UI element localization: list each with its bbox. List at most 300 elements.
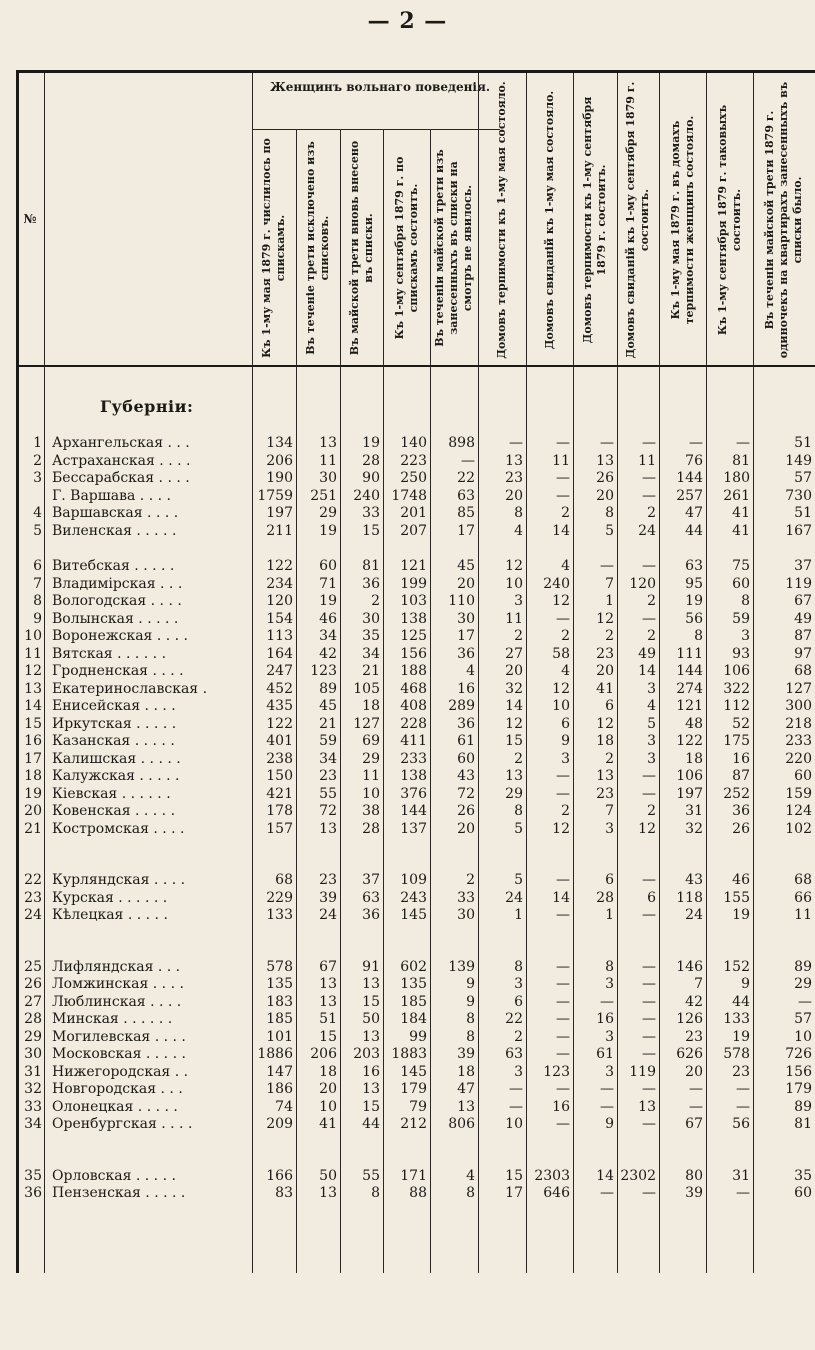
cell-col-12: 124 bbox=[785, 803, 812, 819]
cell-col-12: 89 bbox=[794, 958, 812, 975]
cell-col-6: 13 bbox=[505, 768, 523, 784]
cell-col-9: 14 bbox=[638, 663, 656, 679]
row-number: 27 bbox=[24, 993, 42, 1010]
cell-col-12: 57 bbox=[794, 470, 812, 486]
column-header-11 bbox=[706, 77, 753, 363]
cell-col-11: 16 bbox=[732, 750, 750, 767]
cell-col-8: 1 bbox=[605, 907, 614, 923]
row-number: 13 bbox=[24, 680, 42, 697]
cell-col-10: 48 bbox=[685, 715, 703, 732]
cell-col-1: 183 bbox=[266, 993, 293, 1010]
cell-col-10: 44 bbox=[685, 522, 703, 539]
table-row bbox=[16, 733, 815, 750]
cell-col-12: 220 bbox=[785, 750, 812, 767]
cell-col-8: — bbox=[600, 558, 614, 574]
cell-col-2: 42 bbox=[319, 645, 337, 662]
cell-col-10: 63 bbox=[685, 558, 703, 574]
column-header-3 bbox=[340, 133, 383, 363]
cell-col-2: 20 bbox=[319, 1081, 337, 1097]
cell-col-5: 4 bbox=[466, 663, 475, 679]
cell-col-5: 36 bbox=[457, 645, 475, 662]
cell-col-12: — bbox=[798, 993, 812, 1010]
cell-col-2: 23 bbox=[319, 872, 337, 888]
cell-col-1: 154 bbox=[266, 610, 293, 627]
province-name: Витебская . . . . . bbox=[52, 558, 175, 574]
row-number: 16 bbox=[24, 733, 42, 749]
cell-col-5: 63 bbox=[457, 487, 475, 504]
row-number: 29 bbox=[24, 1028, 42, 1045]
cell-col-4: 1748 bbox=[391, 487, 427, 504]
cell-col-2: 59 bbox=[319, 733, 337, 749]
cell-col-5: 4 bbox=[466, 1167, 475, 1184]
cell-col-12: 102 bbox=[785, 820, 812, 837]
cell-col-8: 3 bbox=[605, 976, 614, 992]
cell-col-9: — bbox=[642, 1046, 656, 1062]
cell-col-8: 2 bbox=[605, 628, 614, 644]
cell-col-4: 109 bbox=[400, 872, 427, 888]
cell-col-10: 626 bbox=[676, 1046, 703, 1062]
cell-col-6: 4 bbox=[514, 522, 523, 539]
cell-col-2: 11 bbox=[319, 452, 337, 469]
cell-col-10: 144 bbox=[676, 470, 703, 486]
province-name: Нижегородская . . bbox=[52, 1063, 189, 1080]
cell-col-1: 133 bbox=[266, 907, 293, 923]
table-row bbox=[16, 716, 815, 733]
cell-col-6: 1 bbox=[514, 907, 523, 923]
cell-col-5: 20 bbox=[457, 575, 475, 592]
cell-col-10: 18 bbox=[685, 750, 703, 767]
cell-col-9: — bbox=[642, 1081, 656, 1097]
cell-col-3: 44 bbox=[362, 1116, 380, 1132]
cell-col-5: 36 bbox=[457, 715, 475, 732]
cell-col-8: 28 bbox=[596, 889, 614, 906]
cell-col-2: 23 bbox=[319, 768, 337, 784]
cell-col-3: 8 bbox=[371, 1185, 380, 1201]
cell-col-8: 20 bbox=[596, 663, 614, 679]
cell-col-6: 14 bbox=[505, 698, 523, 714]
cell-col-11: 133 bbox=[723, 1011, 750, 1027]
province-name: Новгородская . . . bbox=[52, 1081, 183, 1097]
cell-col-11: 152 bbox=[723, 958, 750, 975]
table-body bbox=[16, 73, 815, 1273]
cell-col-2: 60 bbox=[319, 558, 337, 574]
province-name: Калишская . . . . . bbox=[52, 750, 181, 767]
cell-col-5: 33 bbox=[457, 889, 475, 906]
row-number: 28 bbox=[24, 1011, 42, 1027]
cell-col-2: 41 bbox=[319, 1116, 337, 1132]
cell-col-2: 19 bbox=[319, 522, 337, 539]
cell-col-11: 46 bbox=[732, 872, 750, 888]
cell-col-2: 51 bbox=[319, 1011, 337, 1027]
statistics-table bbox=[16, 70, 815, 1273]
cell-col-6: 2 bbox=[514, 628, 523, 644]
cell-col-9: 5 bbox=[647, 715, 656, 732]
column-header-12 bbox=[753, 77, 815, 363]
cell-col-3: 10 bbox=[362, 785, 380, 802]
cell-col-2: 19 bbox=[319, 593, 337, 609]
cell-col-10: 39 bbox=[685, 1185, 703, 1201]
cell-col-2: 13 bbox=[319, 435, 337, 451]
cell-col-11: 60 bbox=[732, 575, 750, 592]
cell-col-3: 35 bbox=[362, 628, 380, 644]
cell-col-7: 240 bbox=[543, 575, 570, 592]
cell-col-3: 91 bbox=[362, 958, 380, 975]
cell-col-9: 12 bbox=[638, 820, 656, 837]
table-row bbox=[16, 681, 815, 698]
cell-col-9: — bbox=[642, 558, 656, 574]
cell-col-11: 23 bbox=[732, 1063, 750, 1080]
cell-col-9: — bbox=[642, 435, 656, 451]
cell-col-5: 20 bbox=[457, 820, 475, 837]
cell-col-8: 3 bbox=[605, 1028, 614, 1045]
cell-col-9: 119 bbox=[629, 1063, 656, 1080]
province-name: Ковенская . . . . . bbox=[52, 803, 176, 819]
table-row bbox=[16, 470, 815, 487]
cell-col-12: 179 bbox=[785, 1081, 812, 1097]
table-row bbox=[16, 488, 815, 505]
cell-col-10: 95 bbox=[685, 575, 703, 592]
cell-col-9: — bbox=[642, 785, 656, 802]
table-row bbox=[16, 786, 815, 803]
cell-col-12: 10 bbox=[794, 1028, 812, 1045]
table-row bbox=[16, 1099, 815, 1116]
cell-col-11: 44 bbox=[732, 993, 750, 1010]
cell-col-4: 179 bbox=[400, 1081, 427, 1097]
cell-col-7: — bbox=[556, 610, 570, 627]
cell-col-2: 29 bbox=[319, 505, 337, 521]
cell-col-4: 88 bbox=[409, 1185, 427, 1201]
cell-col-3: 55 bbox=[362, 1167, 380, 1184]
cell-col-8: — bbox=[600, 993, 614, 1010]
province-name: Варшавская . . . . bbox=[52, 505, 179, 521]
cell-col-2: 67 bbox=[319, 958, 337, 975]
cell-col-3: 34 bbox=[362, 645, 380, 662]
cell-col-12: 726 bbox=[785, 1046, 812, 1062]
cell-col-5: 898 bbox=[448, 435, 475, 451]
cell-col-4: 103 bbox=[400, 593, 427, 609]
cell-col-8: — bbox=[600, 435, 614, 451]
cell-col-7: 14 bbox=[552, 522, 570, 539]
table-row bbox=[16, 890, 815, 907]
table-row bbox=[16, 959, 815, 976]
cell-col-12: 49 bbox=[794, 610, 812, 627]
cell-col-3: 90 bbox=[362, 470, 380, 486]
cell-col-12: 68 bbox=[794, 872, 812, 888]
cell-col-5: 22 bbox=[457, 470, 475, 486]
row-number: 31 bbox=[24, 1063, 42, 1080]
cell-col-12: 29 bbox=[794, 976, 812, 992]
column-header-label: Въ теченіи майской трети изъ занесенныхъ въ списки на смотръ не явилось. bbox=[433, 149, 474, 347]
cell-col-8: 41 bbox=[596, 680, 614, 697]
cell-col-9: — bbox=[642, 610, 656, 627]
cell-col-11: 180 bbox=[723, 470, 750, 486]
cell-col-1: 229 bbox=[266, 889, 293, 906]
cell-col-6: 5 bbox=[514, 820, 523, 837]
cell-col-8: 3 bbox=[605, 1063, 614, 1080]
column-group-title: Женщинъ вольнаго поведенія. bbox=[269, 80, 491, 94]
cell-col-5: 47 bbox=[457, 1081, 475, 1097]
cell-col-10: 257 bbox=[676, 487, 703, 504]
cell-col-11: — bbox=[736, 435, 750, 451]
cell-col-4: 145 bbox=[400, 1063, 427, 1080]
cell-col-3: 16 bbox=[362, 1063, 380, 1080]
cell-col-10: 32 bbox=[685, 820, 703, 837]
cell-col-11: 8 bbox=[741, 593, 750, 609]
cell-col-10: 47 bbox=[685, 505, 703, 521]
cell-col-12: 97 bbox=[794, 645, 812, 662]
cell-col-3: 28 bbox=[362, 452, 380, 469]
row-number: 14 bbox=[24, 698, 42, 714]
column-header-label: Въ теченіе трети исключено изъ списковъ. bbox=[304, 141, 331, 355]
province-name: Вологодская . . . . bbox=[52, 593, 182, 609]
cell-col-9: — bbox=[642, 958, 656, 975]
cell-col-8: 9 bbox=[605, 1116, 614, 1132]
table-row bbox=[16, 872, 815, 889]
cell-col-7: 2 bbox=[561, 628, 570, 644]
row-number: 21 bbox=[24, 820, 42, 837]
cell-col-3: 33 bbox=[362, 505, 380, 521]
cell-col-3: 13 bbox=[362, 1028, 380, 1045]
cell-col-2: 18 bbox=[319, 1063, 337, 1080]
cell-col-3: 36 bbox=[362, 575, 380, 592]
table-row bbox=[16, 976, 815, 993]
cell-col-12: 57 bbox=[794, 1011, 812, 1027]
row-number: 9 bbox=[33, 610, 42, 627]
cell-col-12: 60 bbox=[794, 768, 812, 784]
cell-col-3: 38 bbox=[362, 803, 380, 819]
province-name: Екатеринославская . bbox=[52, 680, 208, 697]
column-header-7 bbox=[526, 77, 573, 363]
cell-col-7: 12 bbox=[552, 593, 570, 609]
cell-col-5: 9 bbox=[466, 993, 475, 1010]
cell-col-3: 37 bbox=[362, 872, 380, 888]
row-number: 20 bbox=[24, 803, 42, 819]
cell-col-4: 212 bbox=[400, 1116, 427, 1132]
cell-col-12: 68 bbox=[794, 663, 812, 679]
cell-col-7: 2303 bbox=[534, 1167, 570, 1184]
cell-col-10: 20 bbox=[685, 1063, 703, 1080]
table-row bbox=[16, 1029, 815, 1046]
cell-col-7: — bbox=[556, 1116, 570, 1132]
cell-col-6: 29 bbox=[505, 785, 523, 802]
column-header-4 bbox=[383, 133, 430, 363]
cell-col-4: 138 bbox=[400, 610, 427, 627]
cell-col-5: 85 bbox=[457, 505, 475, 521]
cell-col-3: 28 bbox=[362, 820, 380, 837]
cell-col-9: — bbox=[642, 768, 656, 784]
cell-col-3: 15 bbox=[362, 993, 380, 1010]
province-name: Курляндская . . . . bbox=[52, 872, 186, 888]
cell-col-8: 16 bbox=[596, 1011, 614, 1027]
header-divider bbox=[16, 365, 815, 367]
cell-col-11: — bbox=[736, 1098, 750, 1115]
column-header-label: Въ теченіи майской трети 1879 г. одиночекъ на квартирахъ занесенныхъ въ списки было. bbox=[763, 81, 804, 359]
cell-col-6: 32 bbox=[505, 680, 523, 697]
province-name: Минская . . . . . . bbox=[52, 1011, 173, 1027]
row-number: 15 bbox=[24, 715, 42, 732]
cell-col-9: 3 bbox=[647, 733, 656, 749]
cell-col-1: 68 bbox=[275, 872, 293, 888]
cell-col-8: — bbox=[600, 1098, 614, 1115]
cell-col-10: 106 bbox=[676, 768, 703, 784]
cell-col-9: 120 bbox=[629, 575, 656, 592]
province-name: Курская . . . . . . bbox=[52, 889, 168, 906]
cell-col-8: 61 bbox=[596, 1046, 614, 1062]
cell-col-7: 12 bbox=[552, 680, 570, 697]
cell-col-11: 36 bbox=[732, 803, 750, 819]
cell-col-5: 139 bbox=[448, 958, 475, 975]
cell-col-9: 24 bbox=[638, 522, 656, 539]
cell-col-12: 127 bbox=[785, 680, 812, 697]
cell-col-2: 34 bbox=[319, 750, 337, 767]
row-number: 10 bbox=[24, 628, 42, 644]
table-row bbox=[16, 663, 815, 680]
table-row bbox=[16, 646, 815, 663]
row-number: 8 bbox=[33, 593, 42, 609]
cell-col-5: 806 bbox=[448, 1116, 475, 1132]
cell-col-4: 171 bbox=[400, 1167, 427, 1184]
table-row bbox=[16, 435, 815, 452]
cell-col-11: 106 bbox=[723, 663, 750, 679]
cell-col-9: 11 bbox=[638, 452, 656, 469]
cell-col-9: — bbox=[642, 470, 656, 486]
cell-col-9: — bbox=[642, 1028, 656, 1045]
province-name: Орловская . . . . . bbox=[52, 1167, 176, 1184]
cell-col-6: — bbox=[509, 1081, 523, 1097]
cell-col-8: 12 bbox=[596, 715, 614, 732]
cell-col-9: 2302 bbox=[620, 1167, 656, 1184]
cell-col-6: 13 bbox=[505, 452, 523, 469]
cell-col-8: 6 bbox=[605, 698, 614, 714]
cell-col-8: 5 bbox=[605, 522, 614, 539]
cell-col-1: 401 bbox=[266, 733, 293, 749]
cell-col-11: 155 bbox=[723, 889, 750, 906]
cell-col-5: 289 bbox=[448, 698, 475, 714]
cell-col-6: 3 bbox=[514, 1063, 523, 1080]
cell-col-8: — bbox=[600, 1081, 614, 1097]
province-name: Ломжинская . . . . bbox=[52, 976, 184, 992]
cell-col-11: 93 bbox=[732, 645, 750, 662]
cell-col-11: 41 bbox=[732, 522, 750, 539]
column-header-5 bbox=[430, 133, 478, 363]
cell-col-12: 89 bbox=[794, 1098, 812, 1115]
cell-col-8: 1 bbox=[605, 593, 614, 609]
cell-col-7: 123 bbox=[543, 1063, 570, 1080]
cell-col-6: 10 bbox=[505, 575, 523, 592]
cell-col-9: — bbox=[642, 976, 656, 992]
cell-col-1: 238 bbox=[266, 750, 293, 767]
column-header-8 bbox=[573, 77, 617, 363]
cell-col-3: 69 bbox=[362, 733, 380, 749]
row-number: 34 bbox=[24, 1116, 42, 1132]
cell-col-7: — bbox=[556, 993, 570, 1010]
page-number: — 2 — bbox=[367, 8, 448, 34]
cell-col-6: 8 bbox=[514, 505, 523, 521]
cell-col-7: 646 bbox=[543, 1185, 570, 1201]
cell-col-4: 250 bbox=[400, 470, 427, 486]
cell-col-2: 45 bbox=[319, 698, 337, 714]
cell-col-7: 2 bbox=[561, 803, 570, 819]
column-header-label: Къ 1-му мая 1879 г. въ домахъ терпимости женщинъ состояло. bbox=[668, 115, 696, 325]
cell-col-7: — bbox=[556, 785, 570, 802]
cell-col-10: 146 bbox=[676, 958, 703, 975]
row-number: 22 bbox=[24, 872, 42, 888]
cell-col-4: 185 bbox=[400, 993, 427, 1010]
cell-col-2: 39 bbox=[319, 889, 337, 906]
province-name: Иркутская . . . . . bbox=[52, 715, 177, 732]
cell-col-4: 243 bbox=[400, 889, 427, 906]
table-row bbox=[16, 576, 815, 593]
cell-col-3: 203 bbox=[353, 1046, 380, 1062]
cell-col-2: 206 bbox=[310, 1046, 337, 1062]
cell-col-3: 19 bbox=[362, 435, 380, 451]
cell-col-1: 1759 bbox=[257, 487, 293, 504]
cell-col-5: 110 bbox=[448, 593, 475, 609]
row-number: 2 bbox=[33, 452, 42, 469]
cell-col-9: — bbox=[642, 487, 656, 504]
cell-col-3: 50 bbox=[362, 1011, 380, 1027]
cell-col-8: 23 bbox=[596, 785, 614, 802]
cell-col-5: 26 bbox=[457, 803, 475, 819]
cell-col-5: 72 bbox=[457, 785, 475, 802]
cell-col-5: 16 bbox=[457, 680, 475, 697]
cell-col-11: 75 bbox=[732, 558, 750, 574]
cell-col-11: 322 bbox=[723, 680, 750, 697]
cell-col-7: — bbox=[556, 872, 570, 888]
cell-col-1: 247 bbox=[266, 663, 293, 679]
cell-col-5: 17 bbox=[457, 628, 475, 644]
cell-col-2: 13 bbox=[319, 976, 337, 992]
column-header-2 bbox=[296, 133, 340, 363]
cell-col-4: 137 bbox=[400, 820, 427, 837]
cell-col-6: 2 bbox=[514, 750, 523, 767]
cell-col-7: — bbox=[556, 487, 570, 504]
cell-col-12: 60 bbox=[794, 1185, 812, 1201]
cell-col-6: 5 bbox=[514, 872, 523, 888]
cell-col-11: 19 bbox=[732, 907, 750, 923]
cell-col-6: 17 bbox=[505, 1185, 523, 1201]
cell-col-4: 408 bbox=[400, 698, 427, 714]
cell-col-7: 9 bbox=[561, 733, 570, 749]
cell-col-7: — bbox=[556, 1081, 570, 1097]
cell-col-9: — bbox=[642, 907, 656, 923]
cell-col-2: 46 bbox=[319, 610, 337, 627]
cell-col-8: 12 bbox=[596, 610, 614, 627]
cell-col-1: 1886 bbox=[257, 1046, 293, 1062]
cell-col-12: 51 bbox=[794, 435, 812, 451]
cell-col-1: 83 bbox=[275, 1185, 293, 1201]
cell-col-9: 3 bbox=[647, 680, 656, 697]
cell-col-2: 15 bbox=[319, 1028, 337, 1045]
cell-col-10: 274 bbox=[676, 680, 703, 697]
cell-col-6: — bbox=[509, 1098, 523, 1115]
column-header-9 bbox=[617, 77, 659, 363]
cell-col-7: — bbox=[556, 1046, 570, 1062]
cell-col-1: 421 bbox=[266, 785, 293, 802]
table-row bbox=[16, 453, 815, 470]
cell-col-4: 468 bbox=[400, 680, 427, 697]
cell-col-1: 234 bbox=[266, 575, 293, 592]
row-number: 24 bbox=[24, 907, 42, 923]
cell-col-11: 87 bbox=[732, 768, 750, 784]
cell-col-11: 112 bbox=[723, 698, 750, 714]
cell-col-9: — bbox=[642, 1011, 656, 1027]
cell-col-4: 1883 bbox=[391, 1046, 427, 1062]
cell-col-2: 13 bbox=[319, 1185, 337, 1201]
cell-col-7: 16 bbox=[552, 1098, 570, 1115]
cell-col-11: 56 bbox=[732, 1116, 750, 1132]
cell-col-12: 167 bbox=[785, 522, 812, 539]
